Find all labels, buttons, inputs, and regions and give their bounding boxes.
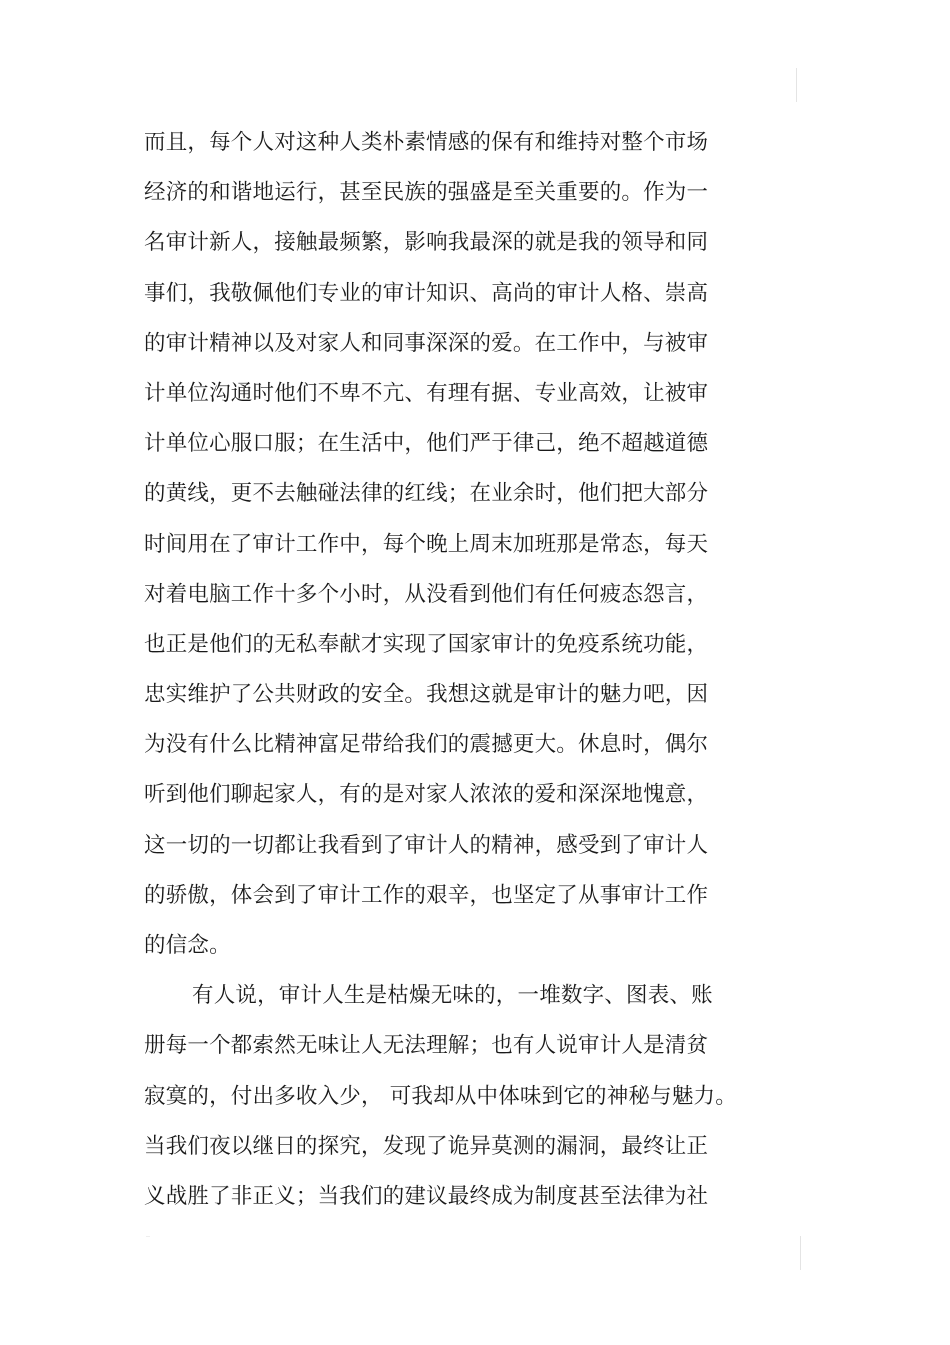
text-line: 的黄线，更不去触碰法律的红线；在业余时，他们把大部分	[144, 481, 709, 507]
text-line: 也正是他们的无私奉献才实现了国家审计的免疫系统功能，	[144, 631, 709, 657]
text-line: 为没有什么比精神富足带给我们的震撼更大。休息时，偶尔	[144, 732, 709, 758]
text-line: 当我们夜以继日的探究，发现了诡异莫测的漏洞，最终让正	[144, 1133, 709, 1159]
text-line: 事们，我敬佩他们专业的审计知识、高尚的审计人格、崇高	[144, 280, 709, 306]
text-line: 而且，每个人对这种人类朴素情感的保有和维持对整个市场	[144, 130, 709, 155]
text-line: 计单位沟通时他们不卑不亢、有理有据、专业高效，让被审	[144, 380, 709, 406]
text-line: 的骄傲，体会到了审计工作的艰辛，也坚定了从事审计工作	[144, 882, 709, 908]
page-corner-mark-bottom-right	[800, 1236, 801, 1270]
text-line: 计单位心服口服；在生活中，他们严于律己，绝不超越道德	[144, 431, 709, 457]
text-line: 对着电脑工作十多个小时，从没看到他们有任何疲态怨言，	[144, 581, 709, 607]
text-line: 忠实维护了公共财政的安全。我想这就是审计的魅力吧，因	[144, 682, 709, 708]
text-line: 听到他们聊起家人，有的是对家人浓浓的爱和深深地愧意，	[144, 782, 709, 808]
text-line: 的信念。	[144, 933, 231, 958]
paragraph-start-line: 有人说，审计人生是枯燥无味的，一堆数字、图表、账	[192, 983, 713, 1009]
body-text	[144, 126, 804, 1230]
page-corner-mark-bottom-left	[146, 1236, 150, 1237]
page-corner-mark-top-right	[796, 68, 797, 102]
text-line: 义战胜了非正义；当我们的建议最终成为制度甚至法律为社	[144, 1183, 709, 1209]
text-line: 寂寞的，付出多收入少， 可我却从中体味到它的神秘与魅力。	[144, 1083, 737, 1109]
text-line: 册每一个都索然无味让人无法理解；也有人说审计人是清贫	[144, 1033, 709, 1059]
text-line: 这一切的一切都让我看到了审计人的精神，感受到了审计人	[144, 832, 709, 858]
text-line: 名审计新人，接触最频繁，影响我最深的就是我的领导和同	[144, 230, 709, 256]
text-line: 的审计精神以及对家人和同事深深的爱。在工作中，与被审	[144, 330, 709, 356]
text-line: 经济的和谐地运行，甚至民族的强盛是至关重要的。作为一	[144, 180, 709, 206]
text-line: 时间用在了审计工作中，每个晚上周末加班那是常态，每天	[144, 531, 709, 557]
